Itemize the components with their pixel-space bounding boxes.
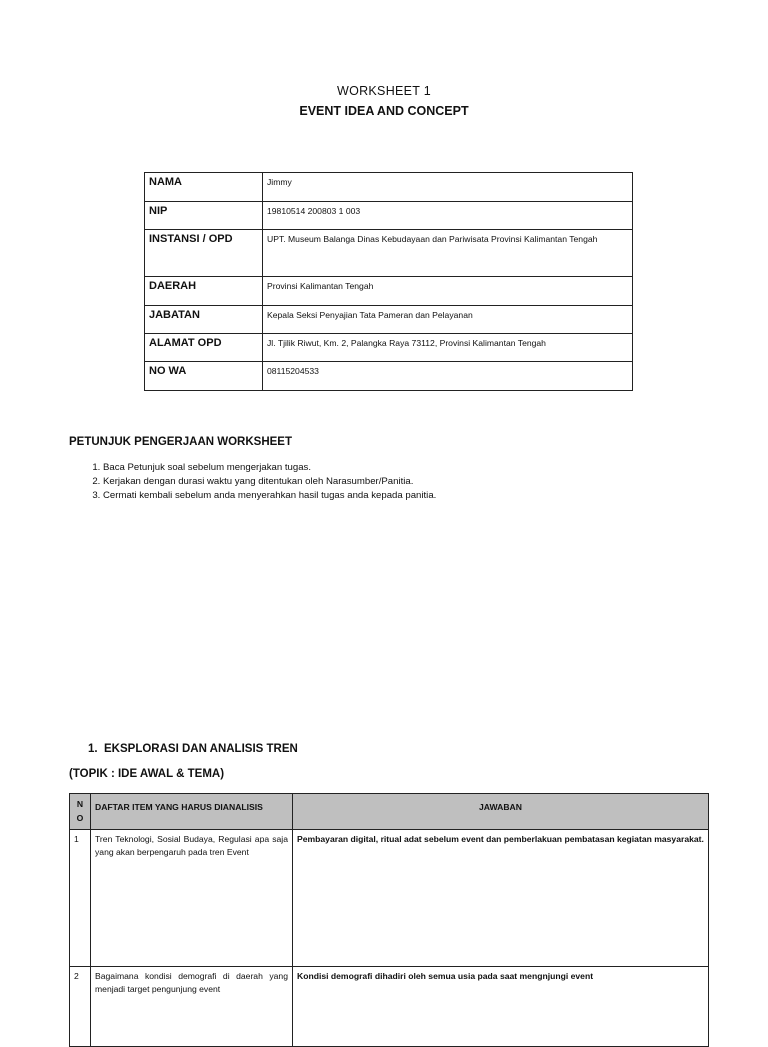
identity-label: NO WA	[145, 362, 263, 391]
analysis-header-row	[70, 794, 709, 830]
identity-value: Provinsi Kalimantan Tengah	[263, 277, 633, 306]
header-answer: JAWABAN	[293, 794, 709, 830]
row-item: Tren Teknologi, Sosial Budaya, Regulasi apa saja yang akan berpengaruh pada tren Event	[91, 830, 293, 967]
table-row	[70, 967, 709, 1047]
identity-row-jabatan	[145, 306, 633, 334]
identity-label: NAMA	[145, 173, 263, 202]
identity-label: INSTANSI / OPD	[145, 230, 263, 277]
section-topic: (TOPIK : IDE AWAL & TEMA)	[69, 768, 225, 780]
identity-row-nama	[145, 173, 633, 202]
identity-row-nip	[145, 202, 633, 230]
analysis-table	[69, 793, 709, 1047]
row-answer: Pembayaran digital, ritual adat sebelum event dan pemberlakuan pembatasan kegiatan masyarakat.	[293, 830, 709, 967]
table-row	[70, 830, 709, 967]
identity-row-daerah	[145, 277, 633, 306]
identity-label: NIP	[145, 202, 263, 230]
header-item: DAFTAR ITEM YANG HARUS DIANALISIS	[91, 794, 293, 830]
section-heading	[88, 743, 298, 755]
header-no-label: NO	[76, 799, 84, 823]
row-item: Bagaimana kondisi demografi di daerah yang menjadi target pengunjung event	[91, 967, 293, 1047]
identity-value: 19810514 200803 1 003	[263, 202, 633, 230]
identity-value: UPT. Museum Balanga Dinas Kebudayaan dan Pariwisata Provinsi Kalimantan Tengah	[263, 230, 633, 277]
instruction-item: 3. Cermati kembali sebelum anda menyerahkan hasil tugas anda kepada panitia.	[103, 489, 436, 503]
section-number: 1.	[88, 743, 98, 755]
identity-value: 08115204533	[263, 362, 633, 391]
instructions-heading: PETUNJUK PENGERJAAN WORKSHEET	[69, 436, 292, 448]
identity-label: DAERAH	[145, 277, 263, 306]
row-number: 1	[70, 830, 91, 967]
identity-value: Jimmy	[263, 173, 633, 202]
section-title: EKSPLORASI DAN ANALISIS TREN	[104, 743, 298, 755]
header-no	[70, 794, 91, 830]
instructions-list	[69, 461, 436, 503]
identity-value: Jl. Tjilik Riwut, Km. 2, Palangka Raya 73112, Provinsi Kalimantan Tengah	[263, 334, 633, 362]
identity-row-alamat	[145, 334, 633, 362]
row-answer: Kondisi demografi dihadiri oleh semua usia pada saat mengnjungi event	[293, 967, 709, 1047]
identity-row-instansi	[145, 230, 633, 277]
identity-row-nowa	[145, 362, 633, 391]
row-number: 2	[70, 967, 91, 1047]
identity-value: Kepala Seksi Penyajian Tata Pameran dan Pelayanan	[263, 306, 633, 334]
identity-label: JABATAN	[145, 306, 263, 334]
worksheet-title: WORKSHEET 1	[336, 84, 432, 98]
instruction-item: 1. Baca Petunjuk soal sebelum mengerjakan tugas.	[103, 461, 436, 475]
identity-table	[144, 172, 633, 391]
identity-label: ALAMAT OPD	[145, 334, 263, 362]
worksheet-subtitle: EVENT IDEA AND CONCEPT	[299, 104, 469, 118]
instruction-item: 2. Kerjakan dengan durasi waktu yang ditentukan oleh Narasumber/Panitia.	[103, 475, 436, 489]
